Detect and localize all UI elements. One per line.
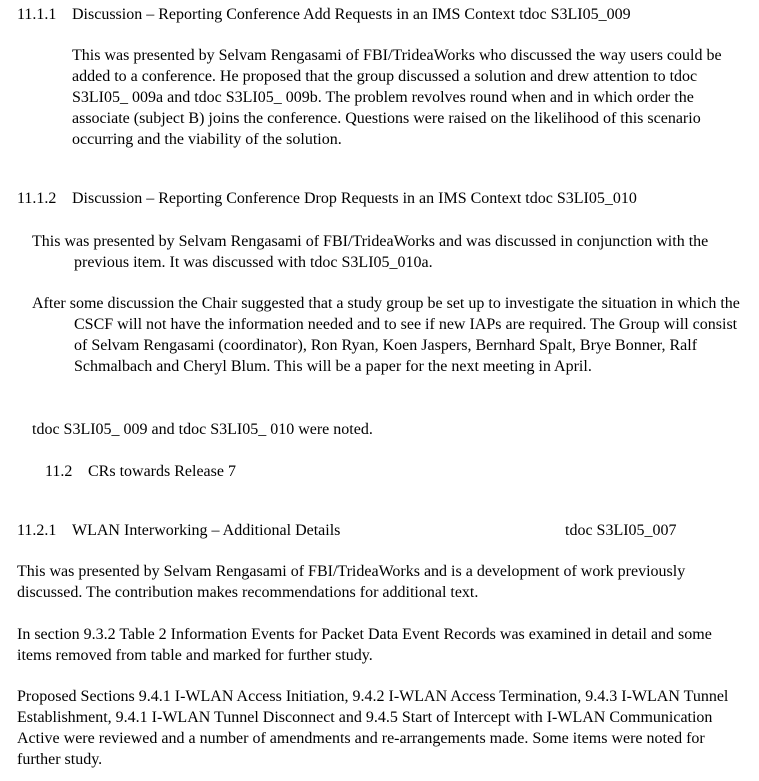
section-heading-11-1-2 (17, 188, 637, 209)
section-number: 11.2.1 (17, 522, 57, 539)
section-paragraph: This was presented by Selvam Rengasami of FBI/TrideaWorks and was discussed in conjunction with the previous item. It was discussed with tdoc S3LI05_010a. (32, 233, 709, 271)
section-title: Discussion – Reporting Conference Drop Requests in an IMS Context tdoc S3LI05_010 (72, 190, 637, 207)
section-paragraph: In section 9.3.2 Table 2 Information Events for Packet Data Event Records was examined in detail and some items removed from table and marked for further study. (17, 626, 712, 664)
section-heading-11-2-1 (17, 520, 717, 541)
section-paragraph: This was presented by Selvam Rengasami of FBI/TrideaWorks who discussed the way users could be added to a conference. He proposed that the group discussed a solution and drew attention to tdoc S3LI05_ 009a and tdoc S3LI05_ 009b. The problem revolves round when and in which order the associate (subject B) joins the conference. Questions were raised on the likelihood of this scenario occurring and the viability of the solution. (72, 47, 722, 148)
section-paragraph: tdoc S3LI05_ 009 and tdoc S3LI05_ 010 were noted. (32, 421, 373, 438)
section-paragraph: This was presented by Selvam Rengasami of FBI/TrideaWorks and is a development of work previously discussed. The contribution makes recommendations for additional text. (17, 563, 686, 601)
section-title: CRs towards Release 7 (88, 463, 236, 480)
section-number: 11.2 (45, 463, 73, 480)
section-heading-11-1-1 (17, 4, 631, 25)
section-number: 11.1.2 (17, 190, 57, 207)
section-paragraph: Proposed Sections 9.4.1 I-WLAN Access Initiation, 9.4.2 I-WLAN Access Termination, 9.4.3 I-WLAN Tunnel Establishment, 9.4.1 I-WLAN Tunnel Disconnect and 9.4.5 Start of Intercept with I-WLAN Communication Active were reviewed and a number of amendments and re-arrangements made. Some items were noted for further study. (17, 688, 729, 768)
section-title: WLAN Interworking – Additional Details (72, 522, 341, 539)
section-paragraph: After some discussion the Chair suggested that a study group be set up to investigate the situation in which the CSCF will not have the information needed and to see if new IAPs are required. The Group will consist of Selvam Rengasami (coordinator), Ron Ryan, Koen Jaspers, Bernhard Spalt, Brye Bonner, Ralf Schmalbach and Cheryl Blum. This will be a paper for the next meeting in April. (32, 295, 740, 375)
tdoc-reference: tdoc S3LI05_007 (565, 522, 677, 539)
section-title: Discussion – Reporting Conference Add Requests in an IMS Context tdoc S3LI05_009 (72, 6, 631, 23)
section-number: 11.1.1 (17, 6, 57, 23)
section-heading-11-2 (45, 461, 236, 482)
